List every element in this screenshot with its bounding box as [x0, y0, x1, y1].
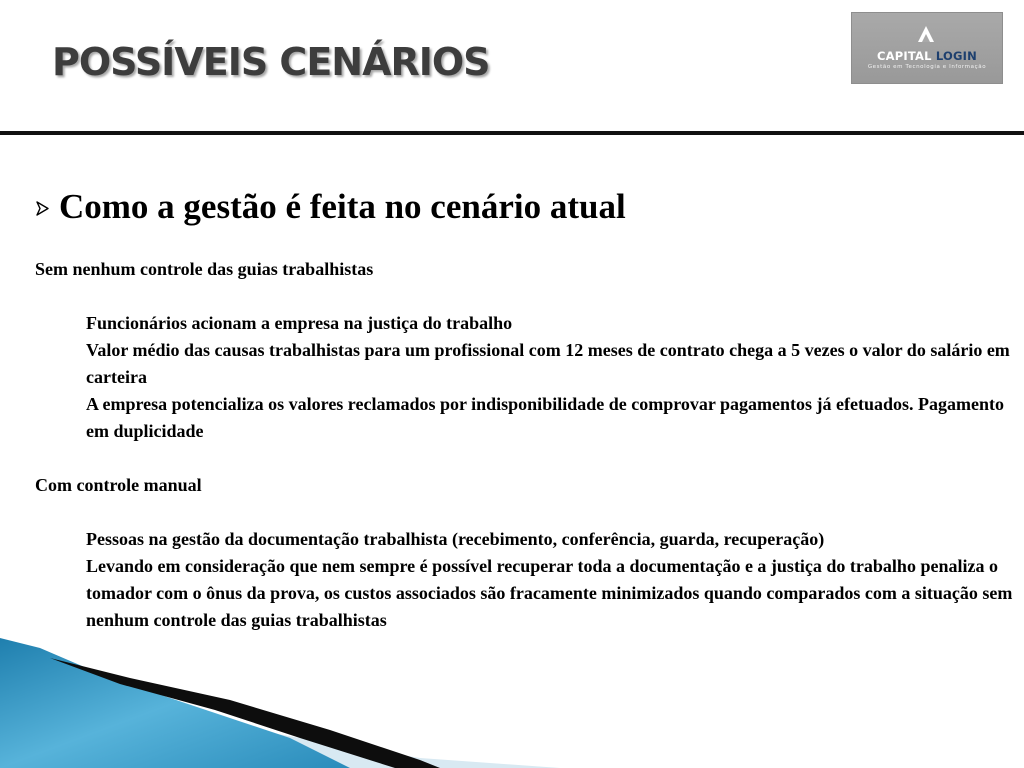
logo-tagline: Gestão em Tecnologia e Informação — [867, 64, 987, 70]
section-title-no-control: Sem nenhum controle das guias trabalhistas — [35, 259, 374, 279]
logo-word-login: LOGIN — [935, 49, 977, 63]
logo-word-capital: CAPITAL — [877, 49, 932, 63]
list-item: Valor médio das causas trabalhistas para um profissional com 12 meses de contrato chega a 5 vezes o valor do salário em carteira — [86, 340, 1010, 387]
slide-title: POSSÍVEIS CENÁRIOS — [52, 40, 490, 84]
title-divider — [0, 131, 1024, 135]
list-item: Funcionários acionam a empresa na justiça do trabalho — [86, 313, 513, 333]
company-logo — [851, 12, 1003, 84]
list-item: Levando em consideração que nem sempre é possível recuperar toda a documentação e a justiça do trabalho penaliza o tomador com o ônus da prova, os custos associados são fracamente minimizados quando comparados com a situação sem nenhum controle das guias trabalhistas — [86, 556, 1013, 630]
main-bullet — [35, 184, 1020, 230]
logo-wordmark — [852, 49, 1002, 63]
arrow-bullet-icon — [35, 201, 50, 216]
logo-triangle-icon — [917, 25, 935, 43]
list-item: A empresa potencializa os valores reclamados por indisponibilidade de comprovar pagamentos já efetuados. Pagamento em duplicidade — [86, 394, 1005, 441]
slide-content — [35, 184, 1020, 634]
main-bullet-text: Como a gestão é feita no cenário atual — [59, 187, 626, 226]
decorative-wave — [0, 638, 1024, 768]
list-item: Pessoas na gestão da documentação trabalhista (recebimento, conferência, guarda, recuperação) — [86, 529, 825, 549]
section-title-manual-control: Com controle manual — [35, 475, 202, 495]
